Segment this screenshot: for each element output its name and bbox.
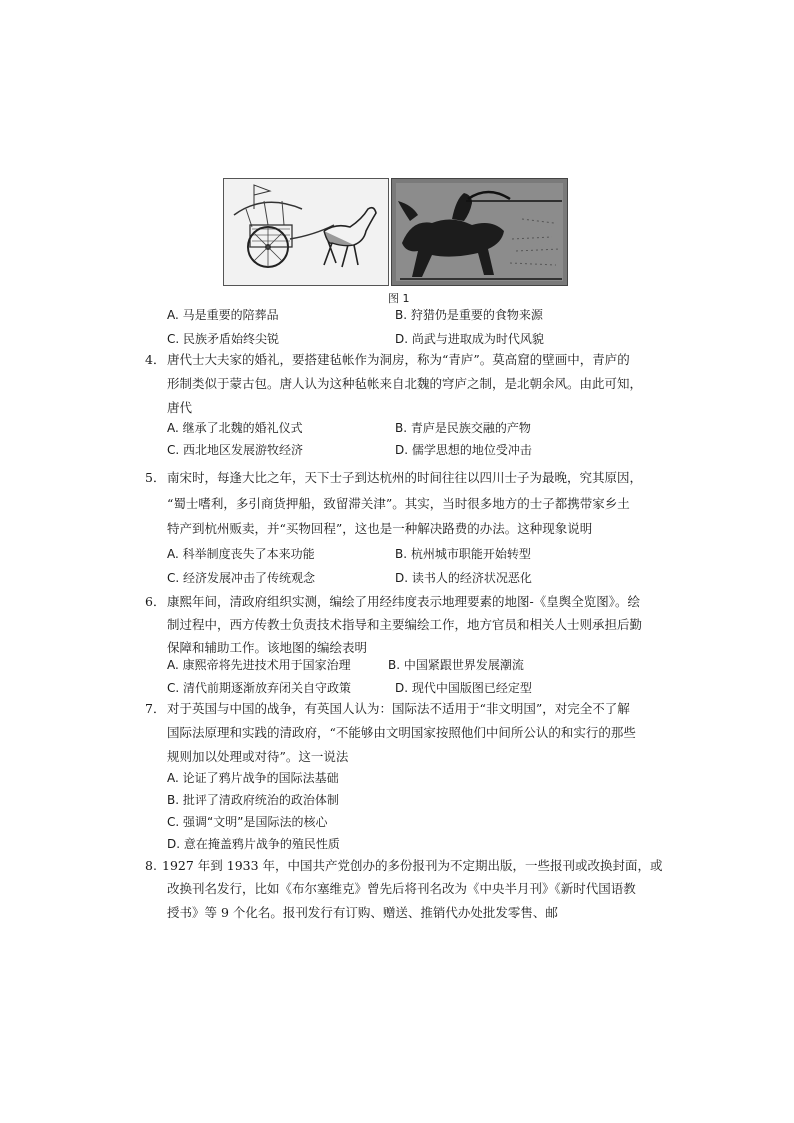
q4-option-d[interactable]: D. 儒学思想的地位受冲击 [395,443,532,457]
q6-option-c[interactable]: C. 清代前期逐渐放弃闭关自守政策 [167,681,352,695]
q8-stem-line-3: 授书》等 9 个化名。报刊发行有订购、赠送、推销代办处批发零售、邮 [167,905,558,920]
q4-stem-line-1: 唐代士大夫家的婚礼，要搭建毡帐作为洞房，称为“青庐”。莫高窟的壁画中，青庐的 [167,352,630,367]
q7-stem-line-1: 对于英国与中国的战争，有英国人认为：国际法不适用于“非文明国”，对完全不了解 [167,701,630,716]
q5-option-c[interactable]: C. 经济发展冲击了传统观念 [167,571,316,585]
q6-option-d[interactable]: D. 现代中国版图已经定型 [395,681,532,695]
q3-option-d[interactable]: D. 尚武与进取成为时代风貌 [395,332,544,346]
q6-option-a[interactable]: A. 康熙帝将先进技术用于国家治理 [167,658,351,672]
q7-option-c[interactable]: C. 强调“文明”是国际法的核心 [167,815,328,829]
figure-1 [223,178,568,286]
q8-stem-line-2: 改换刊名发行，比如《布尔塞维克》曾先后将刊名改为《中央半月刊》《新时代国语教 [167,881,636,896]
q7-number: 7． [145,701,166,716]
q8-number: 8. [145,858,157,873]
q7-stem-line-3: 规则加以处理或对待”。这一说法 [167,749,349,764]
q5-option-d[interactable]: D. 读书人的经济状况恶化 [395,571,532,585]
q7-stem-line-2: 国际法原理和实践的清政府，“不能够由文明国家按照他们中间所公认的和实行的那些 [167,725,636,740]
q7-option-d[interactable]: D. 意在掩盖鸦片战争的殖民性质 [167,837,340,851]
q6-number: 6． [145,594,166,609]
q3-option-a[interactable]: A. 马是重要的陪葬品 [167,308,279,322]
q4-option-b[interactable]: B. 青庐是民族交融的产物 [395,421,531,435]
hunting-rubbing [391,178,568,286]
q5-number: 5． [145,470,166,485]
q7-option-a[interactable]: A. 论证了鸦片战争的国际法基础 [167,771,339,785]
chariot-illustration [223,178,389,286]
q4-option-a[interactable]: A. 继承了北魏的婚礼仪式 [167,421,303,435]
q3-option-c[interactable]: C. 民族矛盾始终尖锐 [167,332,280,346]
q4-stem-line-2: 形制类似于蒙古包。唐人认为这种毡帐来自北魏的穹庐之制，是北朝余风。由此可知， [167,376,643,391]
q5-stem-line-3: 特产到杭州贩卖，并“买物回程”，这也是一种解决路费的办法。这种现象说明 [167,521,593,536]
q4-option-c[interactable]: C. 西北地区发展游牧经济 [167,443,304,457]
q3-option-b[interactable]: B. 狩猎仍是重要的食物来源 [395,308,543,322]
q6-option-b[interactable]: B. 中国紧跟世界发展潮流 [388,658,524,672]
q5-stem-line-2: “蜀士嗜利，多引商货押船，致留滞关津”。其实，当时很多地方的士子都携带家乡土 [167,496,630,511]
q4-stem-line-3: 唐代 [167,400,193,415]
q5-option-a[interactable]: A. 科举制度丧失了本来功能 [167,547,315,561]
q5-stem-line-1: 南宋时，每逢大比之年，天下士子到达杭州的时间往往以四川士子为最晚，究其原因， [167,470,643,485]
q6-stem-line-1: 康熙年间，清政府组织实测，编绘了用经纬度表示地理要素的地图-《皇舆全览图》。绘 [167,594,640,609]
q4-number: 4． [145,352,166,367]
q6-stem-line-3: 保障和辅助工作。该地图的编绘表明 [167,640,368,655]
figure-caption: 图 1 [388,292,410,305]
q6-stem-line-2: 制过程中，西方传教士负责技术指导和主要编绘工作，地方官员和相关人士则承担后勤 [167,617,643,632]
q7-option-b[interactable]: B. 批评了清政府统治的政治体制 [167,793,339,807]
q8-stem-line-1: 1927 年到 1933 年，中国共产党创办的多份报刊为不定期出版，一些报刊或改换封面，或 [162,858,663,873]
q5-option-b[interactable]: B. 杭州城市职能开始转型 [395,547,531,561]
